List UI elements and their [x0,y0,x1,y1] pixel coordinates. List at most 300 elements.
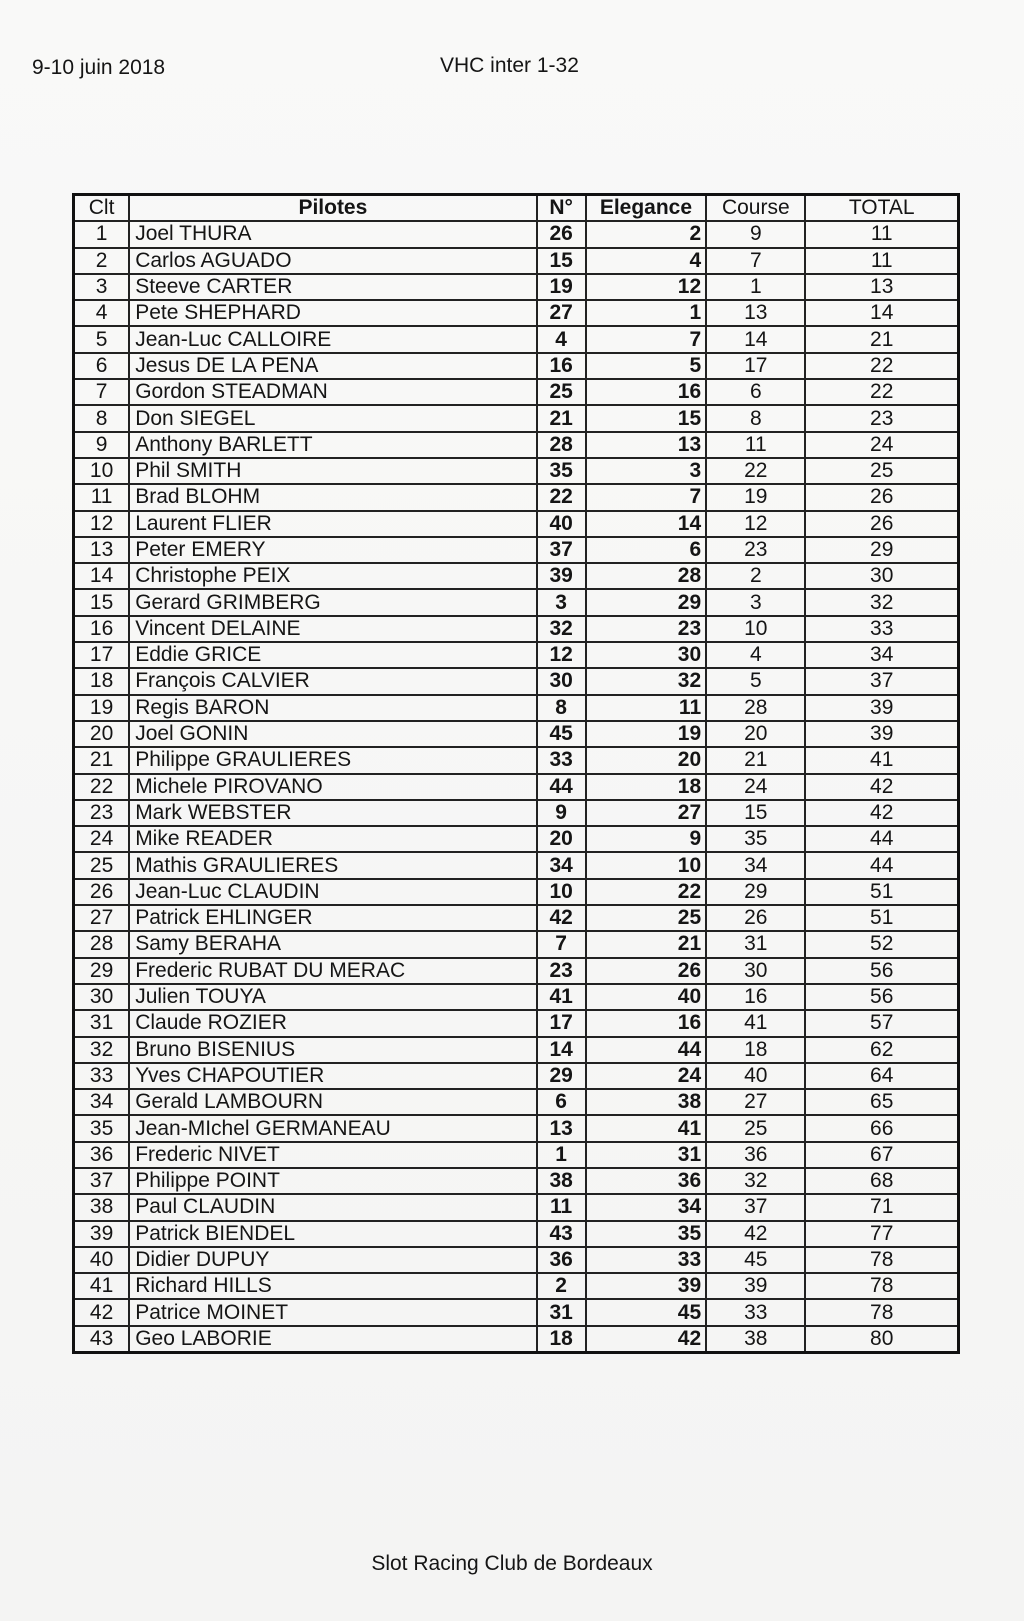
table-row [74,642,959,668]
cell-car-number: 29 [537,1063,586,1089]
cell-course: 39 [706,1273,805,1299]
cell-car-number: 38 [537,1168,586,1194]
cell-total: 64 [805,1063,958,1089]
cell-elegance: 2 [586,221,706,247]
table-row [74,1168,959,1194]
cell-elegance: 7 [586,326,706,352]
cell-car-number: 6 [537,1089,586,1115]
cell-elegance: 32 [586,668,706,694]
cell-elegance: 41 [586,1115,706,1141]
cell-car-number: 1 [537,1142,586,1168]
cell-pilot: Joel THURA [129,221,536,247]
cell-rank: 8 [74,405,130,431]
results-body [74,221,959,1352]
cell-elegance: 33 [586,1247,706,1273]
cell-elegance: 31 [586,1142,706,1168]
cell-total: 22 [805,379,958,405]
cell-car-number: 22 [537,484,586,510]
cell-rank: 16 [74,616,130,642]
table-row [74,879,959,905]
cell-total: 11 [805,248,958,274]
cell-rank: 9 [74,432,130,458]
cell-car-number: 41 [537,984,586,1010]
table-row [74,668,959,694]
cell-rank: 22 [74,774,130,800]
table-row [74,405,959,431]
table-row [74,984,959,1010]
cell-pilot: Mike READER [129,826,536,852]
cell-elegance: 36 [586,1168,706,1194]
cell-rank: 21 [74,747,130,773]
table-row [74,274,959,300]
cell-elegance: 15 [586,405,706,431]
cell-car-number: 8 [537,695,586,721]
table-row [74,1037,959,1063]
cell-elegance: 35 [586,1221,706,1247]
cell-pilot: Didier DUPUY [129,1247,536,1273]
cell-pilot: Julien TOUYA [129,984,536,1010]
cell-pilot: Jean-Luc CALLOIRE [129,326,536,352]
cell-car-number: 13 [537,1115,586,1141]
cell-pilot: Pete SHEPHARD [129,300,536,326]
table-row [74,1063,959,1089]
cell-rank: 4 [74,300,130,326]
cell-car-number: 14 [537,1037,586,1063]
event-date: 9-10 juin 2018 [32,56,166,79]
cell-rank: 3 [74,274,130,300]
cell-course: 24 [706,774,805,800]
cell-elegance: 21 [586,931,706,957]
cell-course: 19 [706,484,805,510]
cell-pilot: Jesus DE LA PENA [129,353,536,379]
table-row [74,221,959,247]
cell-rank: 39 [74,1221,130,1247]
cell-course: 3 [706,589,805,615]
cell-course: 4 [706,642,805,668]
cell-rank: 20 [74,721,130,747]
cell-elegance: 18 [586,774,706,800]
table-row [74,458,959,484]
cell-pilot: Peter EMERY [129,537,536,563]
cell-course: 45 [706,1247,805,1273]
cell-car-number: 39 [537,563,586,589]
cell-total: 51 [805,905,958,931]
cell-rank: 42 [74,1299,130,1325]
cell-total: 57 [805,1010,958,1036]
cell-pilot: Gordon STEADMAN [129,379,536,405]
cell-course: 42 [706,1221,805,1247]
cell-course: 41 [706,1010,805,1036]
cell-elegance: 22 [586,879,706,905]
table-row [74,563,959,589]
cell-pilot: Laurent FLIER [129,511,536,537]
cell-rank: 26 [74,879,130,905]
table-row [74,721,959,747]
cell-course: 36 [706,1142,805,1168]
cell-car-number: 12 [537,642,586,668]
cell-total: 23 [805,405,958,431]
table-row [74,537,959,563]
cell-rank: 33 [74,1063,130,1089]
cell-elegance: 30 [586,642,706,668]
table-row [74,616,959,642]
cell-elegance: 11 [586,695,706,721]
table-row [74,379,959,405]
cell-total: 24 [805,432,958,458]
cell-course: 9 [706,221,805,247]
col-header-pilotes: Pilotes [129,195,536,222]
cell-car-number: 45 [537,721,586,747]
cell-pilot: Philippe GRAULIERES [129,747,536,773]
cell-elegance: 42 [586,1326,706,1353]
cell-car-number: 18 [537,1326,586,1353]
cell-elegance: 20 [586,747,706,773]
table-row [74,300,959,326]
col-header-elegance: Elegance [586,195,706,222]
cell-elegance: 16 [586,379,706,405]
cell-total: 42 [805,774,958,800]
cell-pilot: Frederic NIVET [129,1142,536,1168]
cell-pilot: Bruno BISENIUS [129,1037,536,1063]
table-row [74,695,959,721]
cell-elegance: 16 [586,1010,706,1036]
cell-car-number: 31 [537,1299,586,1325]
cell-total: 39 [805,721,958,747]
cell-rank: 37 [74,1168,130,1194]
table-row [74,747,959,773]
cell-total: 65 [805,1089,958,1115]
cell-course: 11 [706,432,805,458]
cell-car-number: 35 [537,458,586,484]
cell-car-number: 19 [537,274,586,300]
cell-course: 21 [706,747,805,773]
cell-course: 38 [706,1326,805,1353]
cell-pilot: Claude ROZIER [129,1010,536,1036]
cell-rank: 35 [74,1115,130,1141]
cell-course: 2 [706,563,805,589]
cell-rank: 24 [74,826,130,852]
cell-course: 37 [706,1194,805,1220]
cell-elegance: 34 [586,1194,706,1220]
cell-rank: 18 [74,668,130,694]
cell-pilot: Eddie GRICE [129,642,536,668]
cell-elegance: 4 [586,248,706,274]
cell-car-number: 25 [537,379,586,405]
cell-rank: 36 [74,1142,130,1168]
cell-total: 26 [805,511,958,537]
table-row [74,1273,959,1299]
cell-car-number: 26 [537,221,586,247]
cell-course: 12 [706,511,805,537]
cell-car-number: 37 [537,537,586,563]
table-row [74,326,959,352]
cell-car-number: 7 [537,931,586,957]
cell-course: 32 [706,1168,805,1194]
cell-car-number: 30 [537,668,586,694]
cell-rank: 12 [74,511,130,537]
cell-course: 16 [706,984,805,1010]
cell-total: 78 [805,1273,958,1299]
cell-rank: 14 [74,563,130,589]
cell-total: 39 [805,695,958,721]
cell-pilot: Joel GONIN [129,721,536,747]
cell-total: 77 [805,1221,958,1247]
cell-pilot: Jean-MIchel GERMANEAU [129,1115,536,1141]
cell-course: 25 [706,1115,805,1141]
cell-elegance: 9 [586,826,706,852]
cell-total: 11 [805,221,958,247]
cell-pilot: Jean-Luc CLAUDIN [129,879,536,905]
cell-elegance: 23 [586,616,706,642]
cell-elegance: 14 [586,511,706,537]
cell-rank: 7 [74,379,130,405]
club-footer: Slot Racing Club de Bordeaux [371,1552,653,1575]
table-row [74,800,959,826]
cell-total: 62 [805,1037,958,1063]
cell-pilot: Geo LABORIE [129,1326,536,1353]
cell-car-number: 4 [537,326,586,352]
cell-total: 78 [805,1299,958,1325]
cell-car-number: 20 [537,826,586,852]
cell-course: 33 [706,1299,805,1325]
cell-car-number: 32 [537,616,586,642]
table-header-row [74,195,959,222]
cell-rank: 41 [74,1273,130,1299]
cell-rank: 31 [74,1010,130,1036]
cell-elegance: 26 [586,958,706,984]
cell-total: 37 [805,668,958,694]
cell-car-number: 27 [537,300,586,326]
event-title: VHC inter 1-32 [440,54,579,77]
cell-car-number: 17 [537,1010,586,1036]
table-row [74,1247,959,1273]
table-row [74,1299,959,1325]
cell-rank: 34 [74,1089,130,1115]
cell-pilot: Don SIEGEL [129,405,536,431]
cell-elegance: 28 [586,563,706,589]
cell-elegance: 13 [586,432,706,458]
cell-car-number: 10 [537,879,586,905]
cell-total: 26 [805,484,958,510]
cell-course: 28 [706,695,805,721]
cell-rank: 30 [74,984,130,1010]
cell-elegance: 25 [586,905,706,931]
cell-rank: 19 [74,695,130,721]
cell-course: 18 [706,1037,805,1063]
table-row [74,1194,959,1220]
cell-pilot: Steeve CARTER [129,274,536,300]
cell-total: 42 [805,800,958,826]
cell-total: 21 [805,326,958,352]
cell-total: 80 [805,1326,958,1353]
cell-total: 71 [805,1194,958,1220]
cell-rank: 17 [74,642,130,668]
cell-total: 78 [805,1247,958,1273]
cell-pilot: Brad BLOHM [129,484,536,510]
cell-total: 68 [805,1168,958,1194]
cell-car-number: 21 [537,405,586,431]
cell-car-number: 11 [537,1194,586,1220]
cell-elegance: 6 [586,537,706,563]
cell-course: 14 [706,326,805,352]
cell-rank: 32 [74,1037,130,1063]
cell-rank: 27 [74,905,130,931]
table-row [74,432,959,458]
cell-pilot: Philippe POINT [129,1168,536,1194]
cell-elegance: 38 [586,1089,706,1115]
cell-elegance: 40 [586,984,706,1010]
cell-total: 25 [805,458,958,484]
cell-course: 17 [706,353,805,379]
cell-course: 15 [706,800,805,826]
table-row [74,353,959,379]
cell-elegance: 24 [586,1063,706,1089]
table-row [74,958,959,984]
cell-rank: 29 [74,958,130,984]
cell-total: 52 [805,931,958,957]
table-row [74,1010,959,1036]
table-row [74,852,959,878]
cell-elegance: 3 [586,458,706,484]
cell-course: 5 [706,668,805,694]
cell-total: 33 [805,616,958,642]
table-row [74,1089,959,1115]
cell-rank: 5 [74,326,130,352]
cell-car-number: 15 [537,248,586,274]
cell-car-number: 42 [537,905,586,931]
cell-car-number: 33 [537,747,586,773]
cell-total: 44 [805,826,958,852]
cell-car-number: 3 [537,589,586,615]
cell-pilot: François CALVIER [129,668,536,694]
cell-pilot: Paul CLAUDIN [129,1194,536,1220]
cell-total: 44 [805,852,958,878]
cell-elegance: 27 [586,800,706,826]
cell-rank: 38 [74,1194,130,1220]
table-row [74,589,959,615]
cell-total: 30 [805,563,958,589]
col-header-total: TOTAL [805,195,958,222]
cell-car-number: 40 [537,511,586,537]
cell-pilot: Mathis GRAULIERES [129,852,536,878]
table-row [74,1142,959,1168]
cell-course: 29 [706,879,805,905]
cell-elegance: 29 [586,589,706,615]
cell-course: 23 [706,537,805,563]
cell-rank: 13 [74,537,130,563]
cell-car-number: 16 [537,353,586,379]
cell-pilot: Mark WEBSTER [129,800,536,826]
cell-total: 66 [805,1115,958,1141]
cell-rank: 10 [74,458,130,484]
cell-course: 1 [706,274,805,300]
cell-pilot: Phil SMITH [129,458,536,484]
cell-car-number: 36 [537,1247,586,1273]
cell-total: 56 [805,984,958,1010]
table-row [74,248,959,274]
cell-elegance: 10 [586,852,706,878]
cell-course: 13 [706,300,805,326]
col-header-course: Course [706,195,805,222]
cell-course: 8 [706,405,805,431]
cell-elegance: 1 [586,300,706,326]
cell-car-number: 23 [537,958,586,984]
table-row [74,511,959,537]
cell-rank: 6 [74,353,130,379]
cell-elegance: 5 [586,353,706,379]
table-row [74,1326,959,1353]
cell-pilot: Samy BERAHA [129,931,536,957]
cell-elegance: 45 [586,1299,706,1325]
cell-total: 32 [805,589,958,615]
results-table [72,193,960,1354]
cell-course: 40 [706,1063,805,1089]
cell-total: 51 [805,879,958,905]
col-header-number: N° [537,195,586,222]
table-row [74,484,959,510]
col-header-clt: Clt [74,195,130,222]
cell-course: 34 [706,852,805,878]
cell-elegance: 12 [586,274,706,300]
cell-pilot: Patrice MOINET [129,1299,536,1325]
cell-rank: 2 [74,248,130,274]
cell-course: 6 [706,379,805,405]
cell-pilot: Yves CHAPOUTIER [129,1063,536,1089]
cell-course: 7 [706,248,805,274]
cell-course: 27 [706,1089,805,1115]
cell-course: 22 [706,458,805,484]
cell-course: 35 [706,826,805,852]
cell-pilot: Patrick BIENDEL [129,1221,536,1247]
cell-pilot: Richard HILLS [129,1273,536,1299]
table-row [74,931,959,957]
cell-pilot: Gerald LAMBOURN [129,1089,536,1115]
cell-elegance: 44 [586,1037,706,1063]
cell-course: 20 [706,721,805,747]
cell-total: 13 [805,274,958,300]
table-row [74,1115,959,1141]
cell-pilot: Christophe PEIX [129,563,536,589]
cell-car-number: 28 [537,432,586,458]
cell-course: 10 [706,616,805,642]
cell-rank: 1 [74,221,130,247]
cell-total: 41 [805,747,958,773]
cell-total: 34 [805,642,958,668]
cell-rank: 11 [74,484,130,510]
cell-rank: 43 [74,1326,130,1353]
cell-total: 67 [805,1142,958,1168]
cell-total: 14 [805,300,958,326]
cell-pilot: Patrick EHLINGER [129,905,536,931]
cell-rank: 25 [74,852,130,878]
table-row [74,774,959,800]
cell-course: 30 [706,958,805,984]
cell-pilot: Carlos AGUADO [129,248,536,274]
cell-rank: 28 [74,931,130,957]
cell-rank: 15 [74,589,130,615]
cell-car-number: 9 [537,800,586,826]
cell-pilot: Vincent DELAINE [129,616,536,642]
table-row [74,826,959,852]
cell-pilot: Gerard GRIMBERG [129,589,536,615]
table-row [74,905,959,931]
cell-car-number: 43 [537,1221,586,1247]
cell-car-number: 34 [537,852,586,878]
cell-total: 29 [805,537,958,563]
cell-rank: 40 [74,1247,130,1273]
cell-pilot: Regis BARON [129,695,536,721]
cell-car-number: 2 [537,1273,586,1299]
